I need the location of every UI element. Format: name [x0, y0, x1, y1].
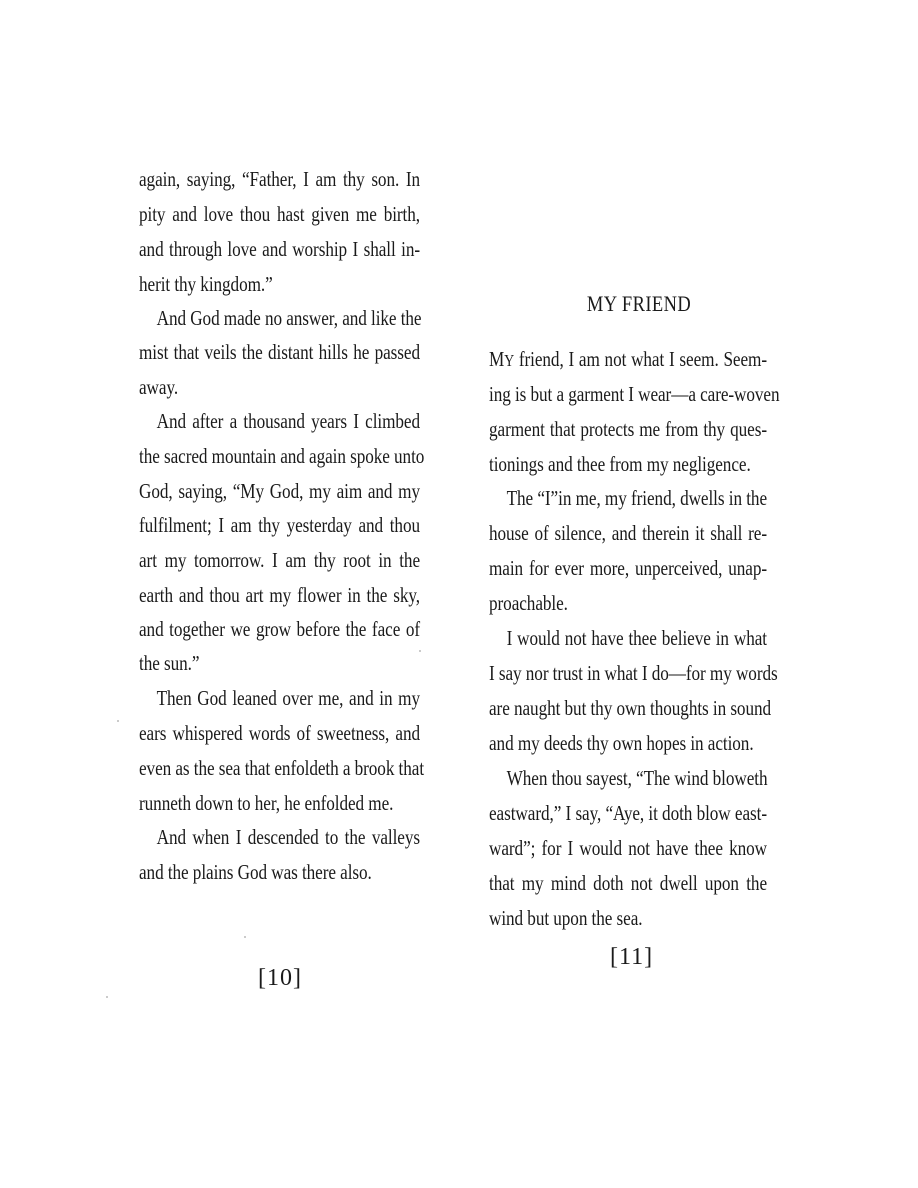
right-line-17: wind but upon the sea.	[489, 906, 643, 930]
left-line-20: And when I descended to the valleys	[156, 825, 420, 849]
smallcap-letters: Y	[504, 351, 515, 370]
left-line-18: even as the sea that enfoldeth a brook that	[139, 756, 425, 780]
left-line-17: ears whispered words of sweetness, and	[139, 721, 420, 745]
left-line-19: runneth down to her, he enfolded me.	[139, 791, 394, 815]
left-line-10: God, saying, “My God, my aim and my	[139, 479, 420, 503]
right-line-14: eastward,” I say, “Aye, it doth blow east-	[489, 801, 767, 825]
scan-speck	[419, 650, 421, 652]
right-line-10: I say nor trust in what I do—for my words	[489, 661, 778, 685]
right-line-15: ward”; for I would not have thee know	[489, 836, 767, 860]
left-line-9: the sacred mountain and again spoke unto	[139, 444, 425, 468]
scan-speck	[244, 936, 246, 938]
left-line-11: fulfilment; I am thy yesterday and thou	[139, 513, 420, 537]
left-line-1: again, saying, “Father, I am thy son. In	[139, 167, 420, 191]
page-number-right: [11]	[610, 944, 654, 970]
right-line-8: proachable.	[489, 591, 568, 615]
right-line-1	[489, 342, 767, 378]
right-line-2: ing is but a garment I wear—a care-woven	[489, 382, 780, 406]
right-line-1-rest: friend, I am not what I seem. Seem-	[514, 347, 767, 371]
left-line-6: mist that veils the distant hills he passed	[139, 340, 420, 364]
right-line-5: The “I”in me, my friend, dwells in the	[506, 486, 767, 510]
right-line-4: tionings and thee from my negligence.	[489, 452, 751, 476]
scan-speck	[106, 996, 108, 998]
left-line-7: away.	[139, 375, 179, 399]
page-number-left: [10]	[258, 965, 302, 991]
left-line-13: earth and thou art my flower in the sky,	[139, 583, 420, 607]
left-line-2: pity and love thou hast given me birth,	[139, 202, 420, 226]
left-line-3: and through love and worship I shall in-	[139, 237, 420, 261]
left-line-12: art my tomorrow. I am thy root in the	[139, 548, 420, 572]
right-line-6: house of silence, and therein it shall re-	[489, 521, 767, 545]
right-line-13: When thou sayest, “The wind bloweth	[506, 766, 768, 790]
right-line-3: garment that protects me from thy ques-	[489, 417, 767, 441]
left-line-16: Then God leaned over me, and in my	[156, 686, 420, 710]
left-line-8: And after a thousand years I climbed	[156, 409, 420, 433]
scan-speck	[117, 720, 119, 722]
right-line-7: main for ever more, unperceived, unap-	[489, 556, 767, 580]
right-line-16: that my mind doth not dwell upon the	[489, 871, 767, 895]
right-line-12: and my deeds thy own hopes in action.	[489, 731, 754, 755]
left-line-4: herit thy kingdom.”	[139, 272, 273, 296]
right-line-11: are naught but thy own thoughts in sound	[489, 696, 772, 720]
right-line-9: I would not have thee believe in what	[506, 626, 767, 650]
chapter-heading: MY FRIEND	[586, 291, 692, 316]
left-line-14: and together we grow before the face of	[139, 617, 420, 641]
left-line-15: the sun.”	[139, 651, 200, 675]
dropcap-initial: M	[489, 347, 505, 371]
left-line-21: and the plains God was there also.	[139, 860, 372, 884]
left-line-5: And God made no answer, and like the	[156, 306, 422, 330]
